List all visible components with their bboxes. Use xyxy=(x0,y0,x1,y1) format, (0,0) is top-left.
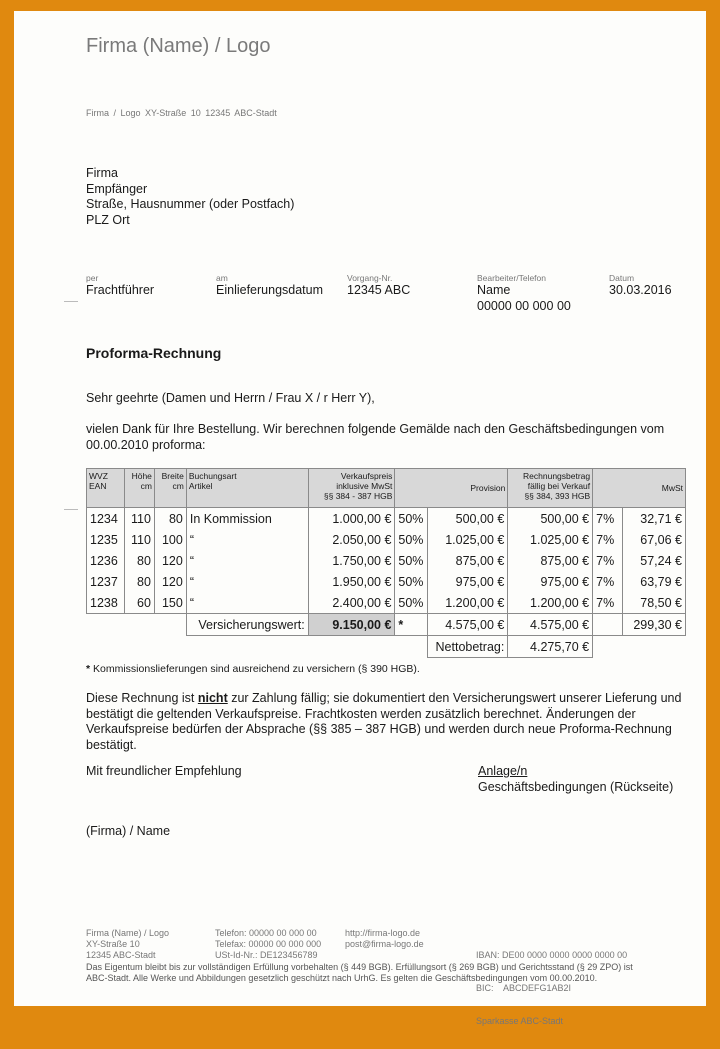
recipient-address xyxy=(86,166,294,228)
cell-hoehe: 80 xyxy=(124,571,154,592)
cell-wvz: 1236 xyxy=(87,550,125,571)
recipient-line: PLZ Ort xyxy=(86,212,130,227)
cell-mwst-pct: 7% xyxy=(593,592,623,614)
invoice-table xyxy=(86,468,686,658)
footer-line: Telefax: 00000 00 000 000 xyxy=(215,939,322,949)
header-text: §§ 384, 393 HGB xyxy=(524,491,591,501)
fold-mark xyxy=(64,509,78,510)
cell-mwst: 32,71 € xyxy=(623,508,686,530)
empty-cell xyxy=(593,614,623,636)
company-logo-text: Firma (Name) / Logo xyxy=(86,35,271,57)
paragraph-post: zur Zahlung fällig; sie dokumentiert den Versicherungswert unserer Lieferung und bestätigt die geltenden Verkaufspreise. Frachtkosten werden zusätzlich berechnet. Änderungen der Verkaufspreise bedürfen der Absprache (§§ 385 – 387 HGB) und werden durch neue Proforma-Rechnung bestätigt. xyxy=(86,691,682,752)
meta-value: Name xyxy=(477,283,511,297)
meta-value: 12345 ABC xyxy=(347,283,411,297)
cell-buchungsart: “ xyxy=(186,529,308,550)
signature: (Firma) / Name xyxy=(86,824,171,838)
empty-cell xyxy=(87,614,187,636)
footer-legal xyxy=(86,962,696,984)
footer-legal-line: ABC-Stadt. Alle Werke und Abbildungen gesetzlich geschützt nach UrhG. Es gelten die Geschäftsbedingungen vom 00.00.2010. xyxy=(86,973,598,983)
header-text: EAN xyxy=(89,481,107,491)
header-rechnungsbetrag xyxy=(508,469,593,508)
netto-row xyxy=(87,636,686,658)
cell-mwst-pct: 7% xyxy=(593,550,623,571)
total-provision: 4.575,00 € xyxy=(428,614,508,636)
meta-bearbeiter xyxy=(477,273,571,314)
footer-line: Sparkasse ABC-Stadt xyxy=(476,1016,564,1026)
salutation: Sehr geehrte (Damen und Herrn / Frau X / r Herr Y), xyxy=(86,391,375,405)
cell-rechnungsbetrag: 875,00 € xyxy=(508,550,593,571)
header-text: Buchungsart xyxy=(188,471,237,481)
footer-email[interactable]: post@firma-logo.de xyxy=(345,939,424,949)
footer-bank xyxy=(476,928,627,1049)
attachment-text: Geschäftsbedingungen (Rückseite) xyxy=(478,779,674,794)
meta-label: Bearbeiter/Telefon xyxy=(477,273,546,283)
meta-am xyxy=(216,273,323,299)
cell-verkaufspreis: 2.400,00 € xyxy=(308,592,395,614)
header-provision xyxy=(395,469,508,508)
cell-provision: 500,00 € xyxy=(428,508,508,530)
header-verkaufspreis xyxy=(308,469,395,508)
cell-provision: 875,00 € xyxy=(428,550,508,571)
cell-mwst: 63,79 € xyxy=(623,571,686,592)
cell-breite: 120 xyxy=(154,571,186,592)
footer-line: XY-Straße 10 xyxy=(86,939,140,949)
total-label: Versicherungswert: xyxy=(186,614,308,636)
meta-label: Datum xyxy=(609,273,635,283)
cell-hoehe: 110 xyxy=(124,529,154,550)
header-text: Höhe xyxy=(131,471,152,481)
header-text: cm xyxy=(140,481,152,491)
table-row xyxy=(87,592,686,614)
header-hoehe xyxy=(124,469,154,508)
footer-url[interactable]: http://firma-logo.de xyxy=(345,928,421,938)
paragraph-emphasis: nicht xyxy=(197,691,228,705)
header-buchungsart xyxy=(186,469,308,508)
header-text: cm xyxy=(172,481,184,491)
header-text: Rechnungsbetrag xyxy=(523,471,591,481)
cell-buchungsart: “ xyxy=(186,571,308,592)
info-paragraph xyxy=(86,691,691,753)
empty-cell xyxy=(87,636,428,658)
cell-rechnungsbetrag: 1.025,00 € xyxy=(508,529,593,550)
empty-cell xyxy=(593,636,686,658)
footer-line: USt-Id-Nr.: DE123456789 xyxy=(215,950,318,960)
cell-mwst: 67,06 € xyxy=(623,529,686,550)
meta-label: am xyxy=(216,273,228,283)
header-breite xyxy=(154,469,186,508)
cell-mwst-pct: 7% xyxy=(593,529,623,550)
cell-mwst: 57,24 € xyxy=(623,550,686,571)
cell-breite: 80 xyxy=(154,508,186,530)
cell-verkaufspreis: 1.000,00 € xyxy=(308,508,395,530)
footer-contact xyxy=(215,928,321,961)
netto-label: Nettobetrag: xyxy=(428,636,508,658)
footer-line: Firma (Name) / Logo xyxy=(86,928,170,938)
insurance-note xyxy=(86,663,420,675)
header-text: inklusive MwSt xyxy=(336,481,393,491)
footer-line: BIC: ABCDEFG1AB2I xyxy=(476,983,572,993)
total-rechnungsbetrag: 4.575,00 € xyxy=(508,614,593,636)
cell-provision: 975,00 € xyxy=(428,571,508,592)
header-text: fällig bei Verkauf xyxy=(527,481,591,491)
footer-line: 12345 ABC-Stadt xyxy=(86,950,156,960)
fold-mark xyxy=(64,301,78,302)
footer-company xyxy=(86,928,169,961)
cell-provision: 1.025,00 € xyxy=(428,529,508,550)
cell-hoehe: 80 xyxy=(124,550,154,571)
cell-provision: 1.200,00 € xyxy=(428,592,508,614)
document-page xyxy=(14,11,706,1026)
attachment-label: Anlage/n xyxy=(478,764,528,778)
meta-per xyxy=(86,273,154,299)
cell-wvz: 1234 xyxy=(87,508,125,530)
meta-label: per xyxy=(86,273,99,283)
meta-value: 30.03.2016 xyxy=(609,283,672,297)
meta-value: Frachtführer xyxy=(86,283,155,297)
cell-hoehe: 110 xyxy=(124,508,154,530)
table-header-row xyxy=(87,469,686,508)
header-text: §§ 384 - 387 HGB xyxy=(323,491,393,501)
cell-breite: 120 xyxy=(154,550,186,571)
sender-line: Firma / Logo XY-Straße 10 12345 ABC-Stadt xyxy=(86,108,277,118)
header-text: Verkaufspreis xyxy=(340,471,393,481)
cell-mwst-pct: 7% xyxy=(593,571,623,592)
note-star: * xyxy=(86,663,91,675)
table-row xyxy=(87,571,686,592)
cell-breite: 100 xyxy=(154,529,186,550)
header-text: Breite xyxy=(161,471,184,481)
cell-rechnungsbetrag: 500,00 € xyxy=(508,508,593,530)
recipient-line: Empfänger xyxy=(86,181,148,196)
header-text: Provision xyxy=(470,483,506,493)
cell-verkaufspreis: 1.750,00 € xyxy=(308,550,395,571)
total-verkaufspreis: 9.150,00 € xyxy=(308,614,395,636)
total-mwst: 299,30 € xyxy=(623,614,686,636)
header-text: Artikel xyxy=(188,481,213,491)
attachment xyxy=(478,764,673,795)
meta-value-phone: 00000 00 000 00 xyxy=(477,298,571,313)
recipient-line: Firma xyxy=(86,166,118,180)
cell-rechnungsbetrag: 975,00 € xyxy=(508,571,593,592)
cell-verkaufspreis: 2.050,00 € xyxy=(308,529,395,550)
meta-label: Vorgang-Nr. xyxy=(347,273,393,283)
meta-vorgang xyxy=(347,273,410,299)
footer-line: IBAN: DE00 0000 0000 0000 0000 00 xyxy=(476,950,628,960)
cell-breite: 150 xyxy=(154,592,186,614)
cell-buchungsart: In Kommission xyxy=(186,508,308,530)
footer-web xyxy=(345,928,424,950)
table-row xyxy=(87,550,686,571)
total-star: * xyxy=(395,614,428,636)
cell-mwst: 78,50 € xyxy=(623,592,686,614)
header-mwst xyxy=(593,469,686,508)
meta-value: Einlieferungsdatum xyxy=(216,283,324,297)
header-text: WVZ xyxy=(89,471,108,481)
cell-wvz: 1238 xyxy=(87,592,125,614)
table-row xyxy=(87,529,686,550)
meta-datum xyxy=(609,273,672,299)
cell-provision-pct: 50% xyxy=(395,529,428,550)
cell-wvz: 1235 xyxy=(87,529,125,550)
cell-verkaufspreis: 1.950,00 € xyxy=(308,571,395,592)
total-row xyxy=(87,614,686,636)
cell-buchungsart: “ xyxy=(186,550,308,571)
cell-buchungsart: “ xyxy=(186,592,308,614)
cell-wvz: 1237 xyxy=(87,571,125,592)
note-text: Kommissionslieferungen sind ausreichend zu versichern (§ 390 HGB). xyxy=(93,663,420,675)
cell-provision-pct: 50% xyxy=(395,550,428,571)
footer-line: Telefon: 00000 00 000 00 xyxy=(215,928,317,938)
netto-value: 4.275,70 € xyxy=(508,636,593,658)
closing: Mit freundlicher Empfehlung xyxy=(86,764,242,778)
cell-provision-pct: 50% xyxy=(395,571,428,592)
table-row xyxy=(87,508,686,530)
header-text: MwSt xyxy=(661,483,683,493)
cell-rechnungsbetrag: 1.200,00 € xyxy=(508,592,593,614)
header-wvz xyxy=(87,469,125,508)
cell-hoehe: 60 xyxy=(124,592,154,614)
document-title: Proforma-Rechnung xyxy=(86,345,222,361)
intro-text: vielen Dank für Ihre Bestellung. Wir berechnen folgende Gemälde nach den Geschäftsbedingungen vom 00.00.2010 proforma: xyxy=(86,422,665,452)
paragraph-pre: Diese Rechnung ist xyxy=(86,691,198,705)
footer-legal-line: Das Eigentum bleibt bis zur vollständigen Erfüllung vorbehalten (§ 449 BGB). Erfüllungsort (§ 269 BGB) und Gerichtsstand (§ 29 ZPO) ist xyxy=(86,962,633,972)
cell-provision-pct: 50% xyxy=(395,508,428,530)
cell-mwst-pct: 7% xyxy=(593,508,623,530)
cell-provision-pct: 50% xyxy=(395,592,428,614)
recipient-line: Straße, Hausnummer (oder Postfach) xyxy=(86,197,295,211)
